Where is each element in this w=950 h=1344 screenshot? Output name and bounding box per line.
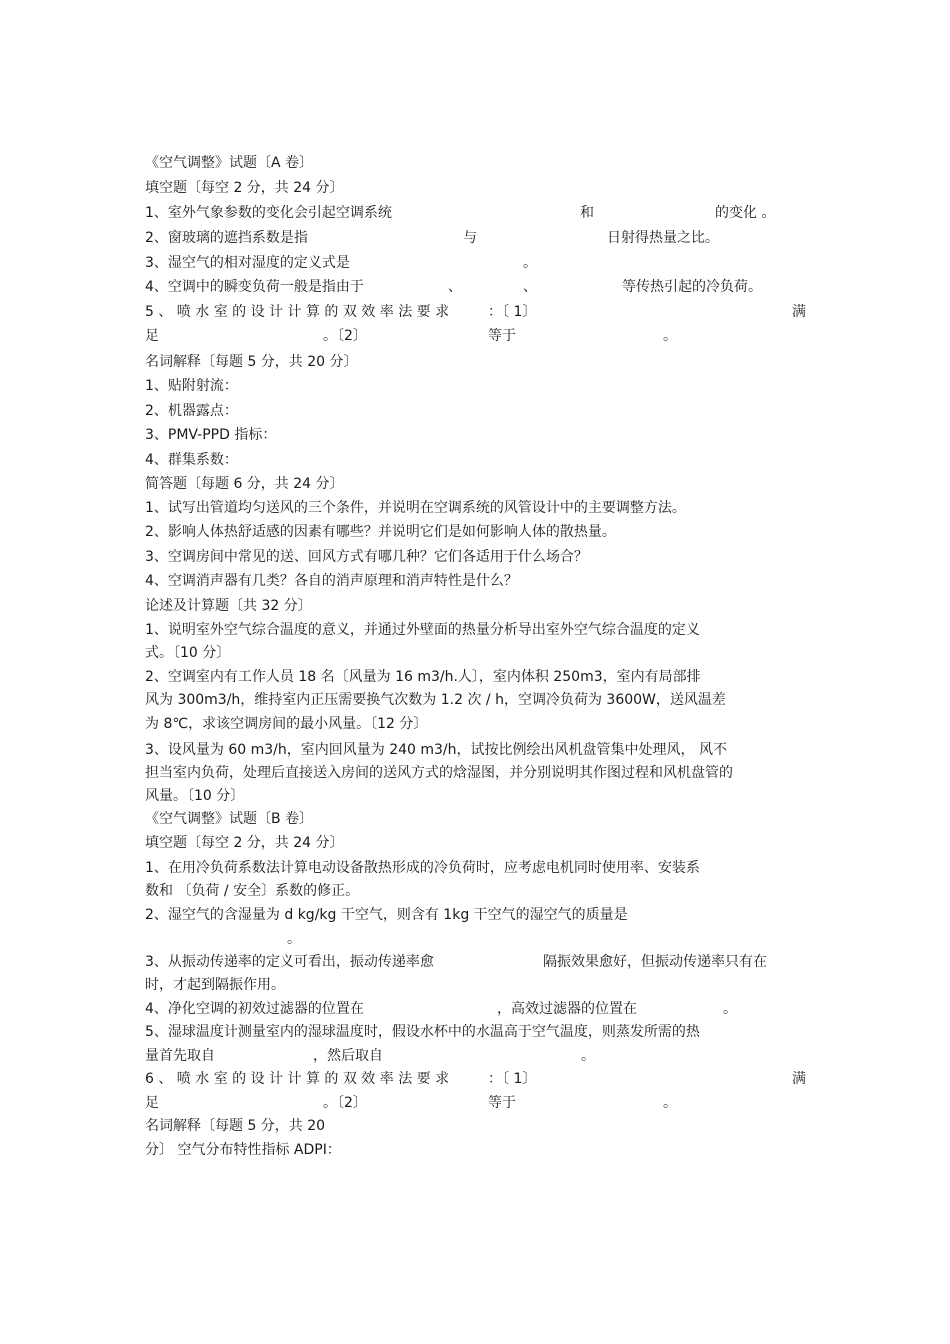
exam-b-fill-q1-line2: 数和 〔负荷 / 安全〕系数的修正。 bbox=[145, 883, 360, 899]
exam-a-calc-3-line3: 风量。〔10 分〕 bbox=[145, 788, 245, 804]
exam-a-fill-q5-line1: 5 、 喷 水 室 的 设 计 计 算 的 双 效 率 法 要 求 ：〔 1〕 满 bbox=[145, 304, 806, 320]
exam-a-short-3: 3、空调房间中常见的送、回风方式有哪几种？它们各适用于什么场合？ bbox=[145, 549, 588, 565]
exam-a-term-3: 3、PMV-PPD 指标： bbox=[145, 427, 277, 443]
exam-a-fill-q2: 2、窗玻璃的遮挡系数是指 与 日射得热量之比。 bbox=[145, 230, 719, 246]
exam-a-calc-2-line3: 为 8℃，求该空调房间的最小风量。〔12 分〕 bbox=[145, 716, 428, 732]
exam-a-calc-2-line1: 2、空调室内有工作人员 18 名〔风量为 16 m3/h.人〕，室内体积 250m3，室内有局部排 bbox=[145, 669, 701, 685]
exam-a-title: 《空气调整》试题〔A 卷〕 bbox=[145, 155, 314, 171]
exam-b-fill-q3-line1: 3、从振动传递率的定义可看出，振动传递率愈 隔振效果愈好，但振动传递率只有在 bbox=[145, 954, 767, 970]
exam-b-fill-q6-line1: 6 、 喷 水 室 的 设 计 计 算 的 双 效 率 法 要 求 ：〔 1〕 满 bbox=[145, 1071, 806, 1087]
exam-a-calc-header: 论述及计算题〔共 32 分〕 bbox=[145, 598, 312, 614]
exam-b-title: 《空气调整》试题〔B 卷〕 bbox=[145, 811, 314, 827]
exam-a-fill-q3: 3、湿空气的相对湿度的定义式是 。 bbox=[145, 255, 537, 271]
exam-b-fill-q2-line2: 。 bbox=[287, 931, 301, 947]
exam-a-short-header: 简答题〔每题 6 分，共 24 分〕 bbox=[145, 476, 344, 492]
exam-a-calc-1-line2: 式。〔10 分〕 bbox=[145, 645, 231, 661]
exam-a-terms-header: 名词解释〔每题 5 分，共 20 分〕 bbox=[145, 354, 358, 370]
exam-b-terms-header: 名词解释〔每题 5 分，共 20 bbox=[145, 1118, 326, 1134]
exam-b-fill-q5-line2: 量首先取自 ，然后取自 。 bbox=[145, 1048, 595, 1064]
exam-b-fill-q1-line1: 1、在用冷负荷系数法计算电动设备散热形成的冷负荷时，应考虑电机同时使用率、安装系 bbox=[145, 860, 700, 876]
exam-a-term-1: 1、贴附射流： bbox=[145, 378, 238, 394]
exam-a-fill-q5-line2: 足 。〔2〕 等于 。 bbox=[145, 328, 677, 344]
exam-a-calc-3-line1: 3、设风量为 60 m3/h，室内回风量为 240 m3/h，试按比例绘出风机盘管集中处理风， 风不 bbox=[145, 742, 727, 758]
exam-b-fill-q5-line1: 5、湿球温度计测量室内的湿球温度时，假设水杯中的水温高于空气温度，则蒸发所需的热 bbox=[145, 1024, 700, 1040]
exam-a-fill-header: 填空题〔每空 2 分，共 24 分〕 bbox=[145, 180, 344, 196]
exam-a-term-2: 2、机器露点： bbox=[145, 403, 238, 419]
exam-b-term-1: 分〕 空气分布特性指标 ADPI： bbox=[145, 1142, 341, 1158]
exam-a-fill-q4: 4、空调中的瞬变负荷一般是指由于 、 、 等传热引起的冷负荷。 bbox=[145, 279, 762, 295]
exam-b-fill-header: 填空题〔每空 2 分，共 24 分〕 bbox=[145, 835, 344, 851]
exam-a-short-1: 1、试写出管道均匀送风的三个条件，并说明在空调系统的风管设计中的主要调整方法。 bbox=[145, 500, 686, 516]
exam-a-calc-1-line1: 1、说明室外空气综合温度的意义，并通过外壁面的热量分析导出室外空气综合温度的定义 bbox=[145, 622, 700, 638]
exam-a-term-4: 4、群集系数： bbox=[145, 452, 238, 468]
exam-b-fill-q2-line1: 2、湿空气的含湿量为 d kg/kg 干空气，则含有 1kg 干空气的湿空气的质量是 bbox=[145, 907, 628, 923]
exam-a-short-4: 4、空调消声器有几类？各自的消声原理和消声特性是什么？ bbox=[145, 573, 518, 589]
exam-a-calc-2-line2: 风为 300m3/h，维持室内正压需要换气次数为 1.2 次 / h，空调冷负荷为 3600W，送风温差 bbox=[145, 692, 726, 708]
exam-b-fill-q4: 4、净化空调的初效过滤器的位置在 ，高效过滤器的位置在 。 bbox=[145, 1001, 737, 1017]
exam-b-fill-q3-line2: 时，才起到隔振作用。 bbox=[145, 977, 285, 993]
exam-a-short-2: 2、影响人体热舒适感的因素有哪些？并说明它们是如何影响人体的散热量。 bbox=[145, 524, 616, 540]
exam-a-calc-3-line2: 担当室内负荷，处理后直接送入房间的送风方式的焓湿图，并分别说明其作图过程和风机盘管的 bbox=[145, 765, 733, 781]
exam-a-fill-q1: 1、室外气象参数的变化会引起空调系统 和 的变化 。 bbox=[145, 205, 776, 221]
exam-b-fill-q6-line2: 足 。〔2〕 等于 。 bbox=[145, 1095, 677, 1111]
